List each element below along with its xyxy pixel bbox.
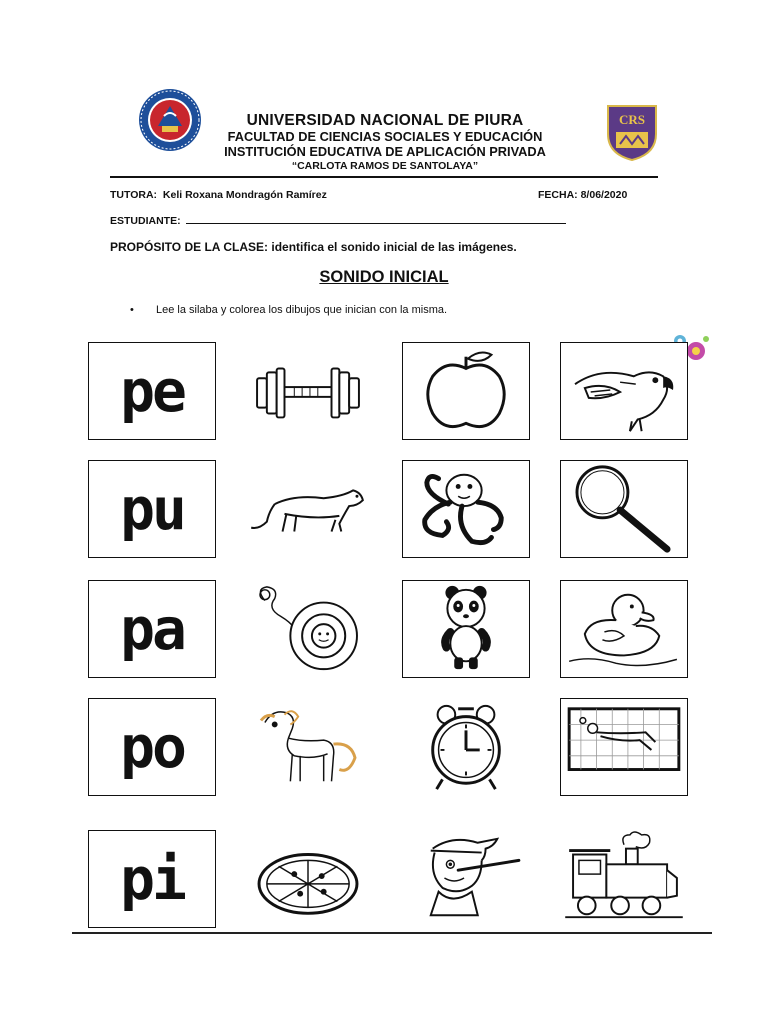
syllable-text: pe [120,357,184,425]
picture-apple[interactable] [402,342,530,440]
school-name: “CARLOTA RAMOS DE SANTOLAYA” [291,160,479,172]
picture-alarm-clock[interactable] [402,698,530,796]
dumbbell-icon [245,343,371,439]
pony-icon [245,699,371,795]
tutor-name: Keli Roxana Mondragón Ramírez [162,189,327,201]
syllable-text: pi [120,845,184,913]
picture-octopus[interactable] [402,460,530,558]
date-value: 8/06/2020 [580,189,628,201]
yoyo-icon [245,581,371,677]
date-label: FECHA: [538,189,578,201]
date-line [538,189,627,201]
page-title: SONIDO INICIAL [319,268,449,286]
pinocchio-icon [403,831,529,927]
duck-icon [561,581,687,677]
header-divider [110,176,658,178]
magnifier-icon [561,461,687,557]
picture-parrot[interactable] [560,342,688,440]
document-header [0,0,768,180]
faculty-name: FACULTAD DE CIENCIAS SOCIALES Y EDUCACIÓN [227,129,543,144]
syllable-text: po [120,713,184,781]
apple-icon [403,343,529,439]
octopus-icon [403,461,529,557]
instruction-item [130,304,447,316]
picture-pony[interactable] [244,698,372,796]
picture-pizza[interactable] [244,830,372,928]
pizza-icon [245,831,371,927]
syllable-grid [72,336,712,936]
train-icon [561,831,687,927]
student-line [110,214,566,227]
tutor-line [110,189,327,201]
student-name-blank[interactable] [186,214,566,224]
panda-icon [403,581,529,677]
purpose-text: identifica el sonido inicial de las imágenes. [271,240,517,254]
purpose-line [110,240,517,254]
picture-dumbbell[interactable] [244,342,372,440]
syllable-card [88,342,216,440]
tutor-label: TUTORA: [110,189,158,201]
school-crest-icon [606,104,658,162]
syllable-text: pu [120,475,184,543]
university-name: UNIVERSIDAD NACIONAL DE PIURA [246,112,524,129]
bullet-icon: • [130,304,134,316]
syllable-text: pa [120,595,184,663]
picture-yoyo[interactable] [244,580,372,678]
picture-duck[interactable] [560,580,688,678]
svg-text:CRS: CRS [618,112,646,127]
syllable-card [88,460,216,558]
picture-puma[interactable] [244,460,372,558]
picture-panda[interactable] [402,580,530,678]
institution-name: INSTITUCIÓN EDUCATIVA DE APLICACIÓN PRIVADA [224,144,546,159]
picture-magnifier[interactable] [560,460,688,558]
alarm-clock-icon [403,699,529,795]
goalkeeper-icon [561,699,687,795]
syllable-card [88,580,216,678]
bottom-divider [72,932,712,934]
syllable-card [88,698,216,796]
purpose-label: PROPÓSITO DE LA CLASE: [110,240,269,254]
parrot-icon [561,343,687,439]
picture-train[interactable] [560,830,688,928]
puma-icon [245,461,371,557]
university-seal-icon [138,88,202,152]
student-label: ESTUDIANTE: [110,215,181,227]
instruction-text: Lee la silaba y colorea los dibujos que inician con la misma. [156,304,448,316]
syllable-card [88,830,216,928]
picture-pinocchio[interactable] [402,830,530,928]
picture-goalkeeper[interactable] [560,698,688,796]
